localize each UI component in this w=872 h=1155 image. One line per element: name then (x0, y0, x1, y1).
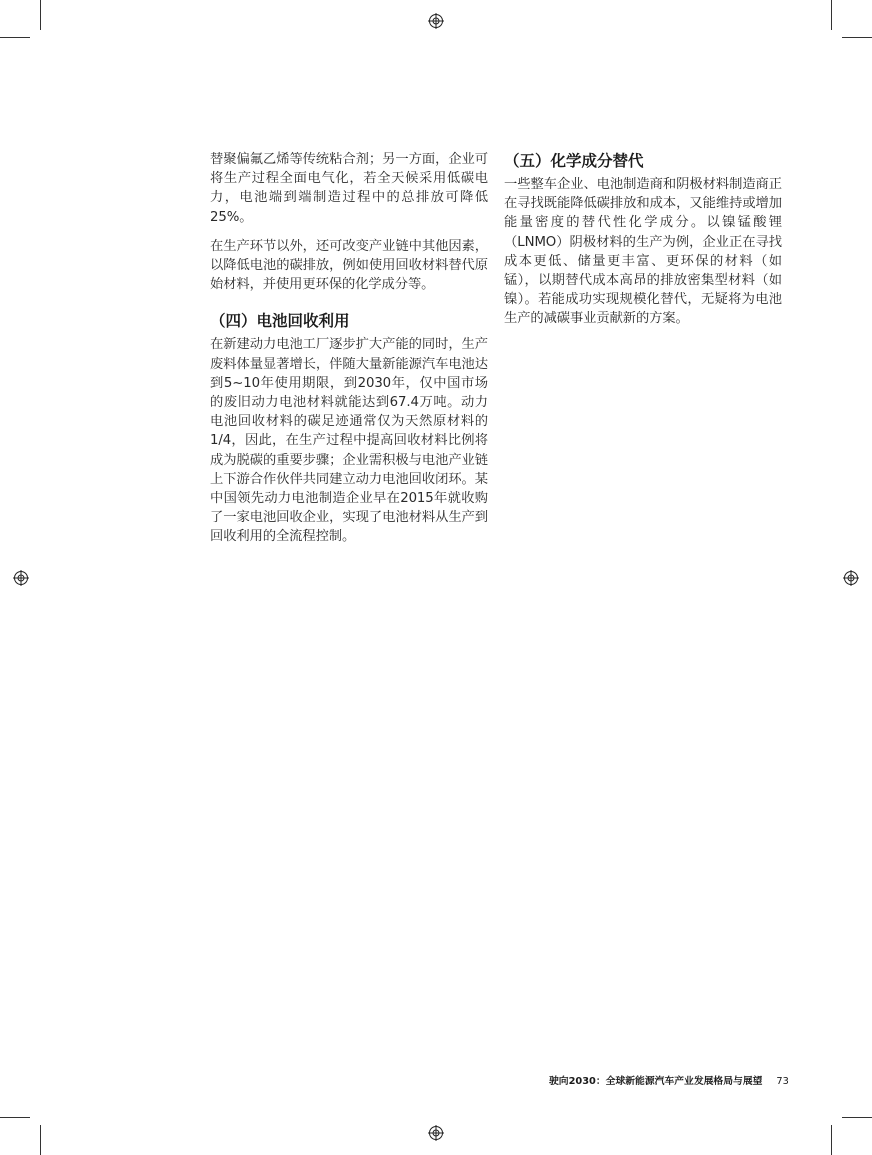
section-heading-battery-recycling: （四）电池回收利用 (210, 312, 350, 331)
crop-mark (40, 0, 41, 30)
section-heading-chemistry-substitution: （五）化学成分替代 (504, 152, 644, 170)
right-column (504, 150, 782, 339)
crop-mark (831, 0, 832, 30)
crop-mark (831, 1125, 832, 1155)
registration-mark-icon (843, 570, 859, 586)
body-paragraph: 在生产环节以外，还可改变产业链中其他因素，以降低电池的碳排放，例如使用回收材料替代原始材料，并使用更环保的化学成分等。 (210, 238, 488, 293)
crop-mark (842, 37, 872, 38)
crop-mark (0, 1117, 30, 1118)
crop-mark (842, 1117, 872, 1118)
registration-mark-icon (428, 1125, 444, 1141)
body-paragraph: 在新建动力电池工厂逐步扩大产能的同时，生产废料体量显著增长，伴随大量新能源汽车电池达到5~10年使用期限，到2030年，仅中国市场的废旧动力电池材料就能达到67.4万吨。动力电池回收材料的碳足迹通常仅为天然原材料的1/4，因此，在生产过程中提高回收材料比例将成为脱碳的重要步骤；企业需积极与电池产业链上下游合作伙伴共同建立动力电池回收闭环。某中国领先动力电池制造企业早在2015年就收购了一家电池回收企业，实现了电池材料从生产到回收利用的全流程控制。 (210, 337, 488, 545)
crop-mark (0, 37, 30, 38)
page-number: 73 (776, 1076, 789, 1087)
footer-title: 驶向2030：全球新能源汽车产业发展格局与展望 (549, 1076, 763, 1087)
crop-mark (40, 1125, 41, 1155)
left-column (210, 150, 488, 557)
body-paragraph: 一些整车企业、电池制造商和阴极材料制造商正在寻找既能降低碳排放和成本，又能维持或增加能量密度的替代性化学成分。以镍锰酸锂（LNMO）阴极材料的生产为例，企业正在寻找成本更低、储量更丰富、更环保的材料（如锰），以期替代成本高昂的排放密集型材料（如镍）。若能成功实现规模化替代，无疑将为电池生产的减碳事业贡献新的方案。 (504, 177, 782, 327)
registration-mark-icon (13, 570, 29, 586)
body-paragraph: 替聚偏氟乙烯等传统粘合剂；另一方面，企业可将生产过程全面电气化，若全天候采用低碳电力，电池端到端制造过程中的总排放可降低25%。 (210, 152, 488, 225)
registration-mark-icon (428, 13, 444, 29)
page-footer (549, 1073, 789, 1087)
